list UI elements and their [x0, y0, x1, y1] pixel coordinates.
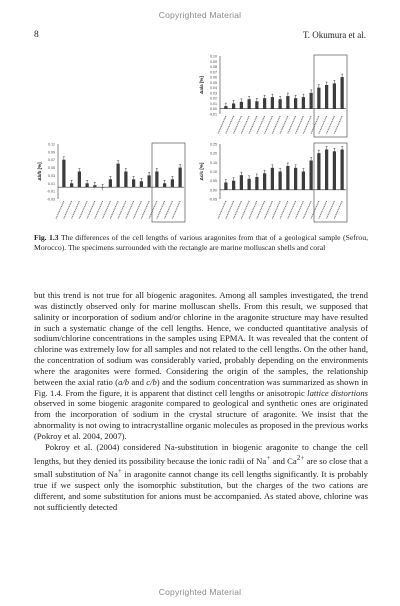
tick-label: 0.10 [210, 54, 217, 59]
category-label [249, 201, 257, 219]
category-label [110, 201, 118, 219]
chart-b [36, 140, 186, 225]
running-head: T. Okumura et al. [302, 30, 366, 40]
bar [325, 85, 328, 109]
tick-label: 0.00 [210, 188, 217, 193]
figure-caption [34, 233, 368, 253]
bar [333, 83, 336, 108]
category-label [95, 201, 103, 219]
tick-label: -0.01 [208, 112, 217, 117]
axis-label: Δc/c [%] [199, 162, 204, 181]
bar [271, 168, 274, 190]
bar [340, 150, 343, 190]
category-label [326, 116, 334, 134]
category-label [334, 116, 342, 134]
tick-label: 0.04 [210, 86, 217, 91]
category-label [303, 201, 311, 219]
bar [286, 166, 289, 190]
chart-c-panel [198, 140, 348, 225]
watermark-top: Copyrighted Material [158, 10, 242, 20]
watermark-bottom: Copyrighted Material [158, 587, 242, 597]
category-label [311, 116, 319, 134]
category-label [157, 201, 165, 219]
chart-b-panel [36, 140, 186, 225]
tick-label: 0.05 [210, 80, 217, 85]
category-label [172, 201, 180, 219]
body-text [34, 290, 368, 513]
category-label [264, 116, 272, 134]
tick-label: -0.05 [208, 197, 217, 202]
tick-label: 0.09 [48, 150, 55, 155]
category-label [87, 201, 95, 219]
tick-label: 0.11 [48, 142, 55, 147]
category-label [233, 201, 241, 219]
bar [333, 151, 336, 190]
tick-label: 0.03 [48, 173, 55, 178]
category-label [257, 201, 265, 219]
category-label [241, 116, 249, 134]
category-label [257, 116, 265, 134]
paragraph: but this trend is not true for all biogenic aragonites. Among all samples investigated, the trend was distinctly observed only for marine molluscan shells. From this result, we supposed that salinity or incorporation of sodium and/or chlorine in the aragonite structure may have resulted in such a systematic change of the cell lengths. Hence, we conducted quantitative analysis of sodium/chlorine concentrations in the samples using EPMA. It was revealed that the content of chlorine was extremely low for all samples and not related to the cell lengths. On the other hand, the concentration of sodium was considerably varied, probably depending on the environments where the aragonites were formed. Considering the origin of the samples, the relationship between the axial ratio (a/b and c/b) and the sodium concentration was summarized as shown in Fig. 1.4. From the figure, it is apparent that distinct cell lengths or anisotropic lattice distortions observed in some biogenic aragonite compared to geological and synthetic ones are originated from the incorporation of sodium in the crystal structure of aragonite. We insist that the abnormality is not owing to intracrystalline organic molecules as proposed in the previous works (Pokroy et al. 2004, 2007). [34, 290, 368, 441]
category-label [226, 116, 234, 134]
tick-label: 0.01 [48, 181, 55, 186]
axis-label: Δb/b [%] [37, 162, 42, 181]
category-label [164, 201, 172, 219]
category-label [272, 116, 280, 134]
chart-a [198, 52, 348, 140]
tick-label: 0.01 [210, 101, 217, 106]
category-label [241, 201, 249, 219]
category-label [64, 201, 72, 219]
category-label [218, 116, 226, 134]
paragraph: Pokroy et al. (2004) considered Na-substitution in biogenic aragonite to change the cell lengths, but they denied its possibility because the ionic radii of Na+ and $Ca^{2+}$ are so close that a small substitution of Na+ in aragonite cannot change its cell lengths significantly. It is probably true if we suspect only the isomorphic substitution, but the charges of the two cations are different, and some substitution for anions must be accompanied. As stated above, chlorine was not sufficiently detected [34, 441, 368, 512]
tick-label: 0.05 [210, 179, 217, 184]
category-label [226, 201, 234, 219]
bar [325, 150, 328, 190]
category-label [288, 116, 296, 134]
bar [116, 164, 119, 188]
category-label [295, 116, 303, 134]
tick-label: 0.10 [210, 170, 217, 174]
tick-label: 0.08 [210, 65, 217, 70]
category-label [218, 201, 226, 219]
category-label [288, 201, 296, 219]
category-label [319, 116, 327, 134]
figure-label: Fig. 1.3 [34, 233, 59, 242]
bar [317, 88, 320, 109]
bar [309, 161, 312, 190]
tick-label: 0.06 [210, 75, 217, 80]
chart-a-panel [198, 52, 348, 140]
bar [317, 153, 320, 190]
category-label [141, 201, 149, 219]
category-label [233, 116, 241, 134]
tick-label: 0.15 [210, 160, 217, 165]
category-label [326, 201, 334, 219]
category-label [149, 201, 157, 219]
category-label [264, 201, 272, 219]
category-label [295, 201, 303, 219]
tick-label: 0.02 [210, 96, 217, 101]
category-label [249, 116, 257, 134]
category-label [303, 116, 311, 134]
category-label [56, 201, 64, 219]
bar [294, 168, 297, 190]
category-label [280, 201, 288, 219]
category-label [319, 201, 327, 219]
chart-c [198, 140, 348, 225]
bar [340, 77, 343, 109]
page-number: 8 [34, 30, 39, 40]
axis-label: Δa/a [%] [199, 76, 204, 94]
tick-label: 0.03 [210, 91, 217, 96]
category-label [126, 201, 134, 219]
tick-label: 0.07 [210, 70, 217, 75]
figure-caption-text: The differences of the cell lengths of various aragonites from that of a geological sample (Sefrou, Morocco). The specimens surrounded with the rectangle are marine molluscan shells and coral [34, 233, 368, 252]
category-label [133, 201, 141, 219]
tick-label: 0.05 [48, 166, 55, 171]
tick-label: -0.03 [46, 197, 55, 202]
tick-label: 0.09 [210, 59, 217, 64]
tick-label: 0.07 [48, 158, 55, 163]
category-label [311, 201, 319, 219]
tick-label: 0.00 [210, 107, 217, 112]
category-label [79, 201, 87, 219]
category-label [272, 201, 280, 219]
tick-label: 0.25 [210, 142, 217, 147]
category-label [334, 201, 342, 219]
category-label [71, 201, 79, 219]
tick-label: 0.20 [210, 151, 217, 156]
category-label [280, 116, 288, 134]
bar [62, 160, 65, 188]
tick-label: -0.01 [46, 189, 55, 194]
category-label [118, 201, 126, 219]
category-label [102, 201, 110, 219]
